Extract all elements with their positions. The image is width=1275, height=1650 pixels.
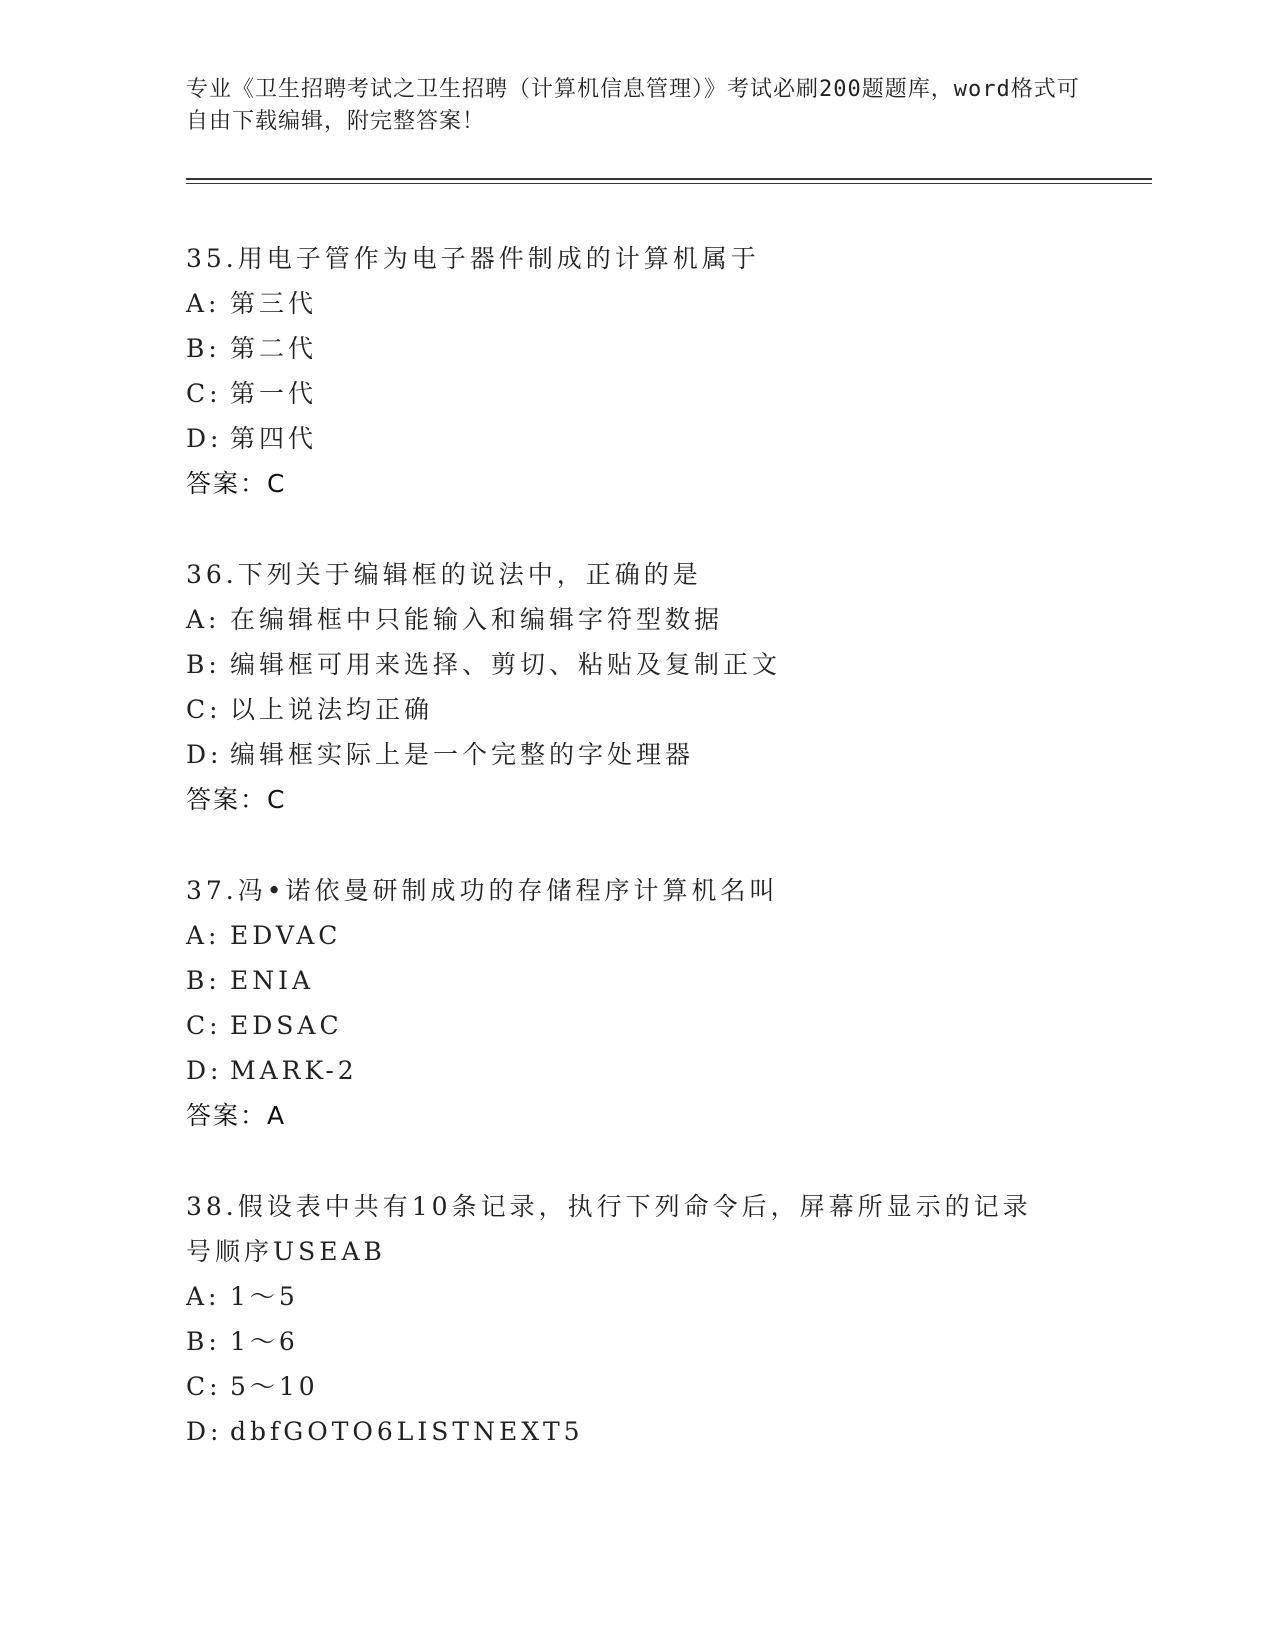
- option-text: 第二代: [230, 334, 318, 363]
- option-letter: A:: [186, 921, 221, 950]
- question-text: 37.冯•诺依曼研制成功的存储程序计算机名叫: [186, 876, 779, 905]
- option-letter: C:: [186, 1011, 222, 1040]
- option-text: 编辑框实际上是一个完整的字处理器: [230, 740, 695, 769]
- option-letter: D:: [186, 1417, 223, 1446]
- option-letter: B:: [186, 1327, 221, 1356]
- option-text: MARK-2: [230, 1056, 358, 1085]
- question-item: [186, 868, 1166, 1138]
- option-row: [186, 1409, 1166, 1454]
- option-row: [186, 732, 1166, 777]
- question-item: [186, 1184, 1166, 1454]
- option-row: [186, 1003, 1166, 1048]
- question-text: 35.用电子管作为电子器件制成的计算机属于: [186, 244, 760, 273]
- answer-line: 答案：A: [186, 1101, 287, 1130]
- option-text: 以上说法均正确: [230, 695, 434, 724]
- question-text: 38.假设表中共有10条记录，执行下列命令后，屏幕所显示的记录号顺序USEAB: [186, 1192, 1032, 1266]
- option-letter: C:: [186, 695, 222, 724]
- document-header: 专业《卫生招聘考试之卫生招聘（计算机信息管理）》考试必刷200题题库，word格式可自由下载编辑，附完整答案！: [186, 77, 1080, 134]
- option-row: [186, 1048, 1166, 1093]
- option-row: [186, 416, 1166, 461]
- option-row: [186, 1364, 1166, 1409]
- option-letter: B:: [186, 650, 221, 679]
- option-row: [186, 326, 1166, 371]
- option-text: 第三代: [230, 289, 318, 318]
- option-text: 在编辑框中只能输入和编辑字符型数据: [230, 605, 724, 634]
- option-letter: C:: [186, 1372, 222, 1401]
- option-letter: A:: [186, 289, 221, 318]
- option-text: 1～5: [230, 1282, 299, 1311]
- question-item: [186, 236, 1166, 506]
- option-row: [186, 1319, 1166, 1364]
- option-row: [186, 642, 1166, 687]
- question-list: [186, 236, 1166, 1500]
- option-letter: B:: [186, 334, 221, 363]
- option-text: 第一代: [230, 379, 318, 408]
- answer-line: 答案：C: [186, 785, 287, 814]
- option-text: 5～10: [230, 1372, 319, 1401]
- question-item: [186, 552, 1166, 822]
- header-rule-bottom: [186, 183, 1152, 184]
- option-letter: A:: [186, 605, 221, 634]
- option-row: [186, 1274, 1166, 1319]
- option-text: 编辑框可用来选择、剪切、粘贴及复制正文: [230, 650, 782, 679]
- answer-line: 答案：C: [186, 469, 287, 498]
- option-row: [186, 281, 1166, 326]
- option-letter: C:: [186, 379, 222, 408]
- option-text: 1～6: [230, 1327, 299, 1356]
- option-text: ENIA: [230, 966, 315, 995]
- option-letter: D:: [186, 1056, 223, 1085]
- option-text: dbfGOTO6LISTNEXT5: [230, 1417, 584, 1446]
- option-letter: B:: [186, 966, 221, 995]
- option-row: [186, 958, 1166, 1003]
- option-letter: D:: [186, 424, 223, 453]
- option-text: 第四代: [230, 424, 318, 453]
- option-text: EDSAC: [230, 1011, 343, 1040]
- option-row: [186, 597, 1166, 642]
- option-row: [186, 913, 1166, 958]
- option-row: [186, 687, 1166, 732]
- option-letter: A:: [186, 1282, 221, 1311]
- question-text: 36.下列关于编辑框的说法中，正确的是: [186, 560, 702, 589]
- header-rule-top: [186, 178, 1152, 180]
- option-letter: D:: [186, 740, 223, 769]
- option-text: EDVAC: [230, 921, 342, 950]
- option-row: [186, 371, 1166, 416]
